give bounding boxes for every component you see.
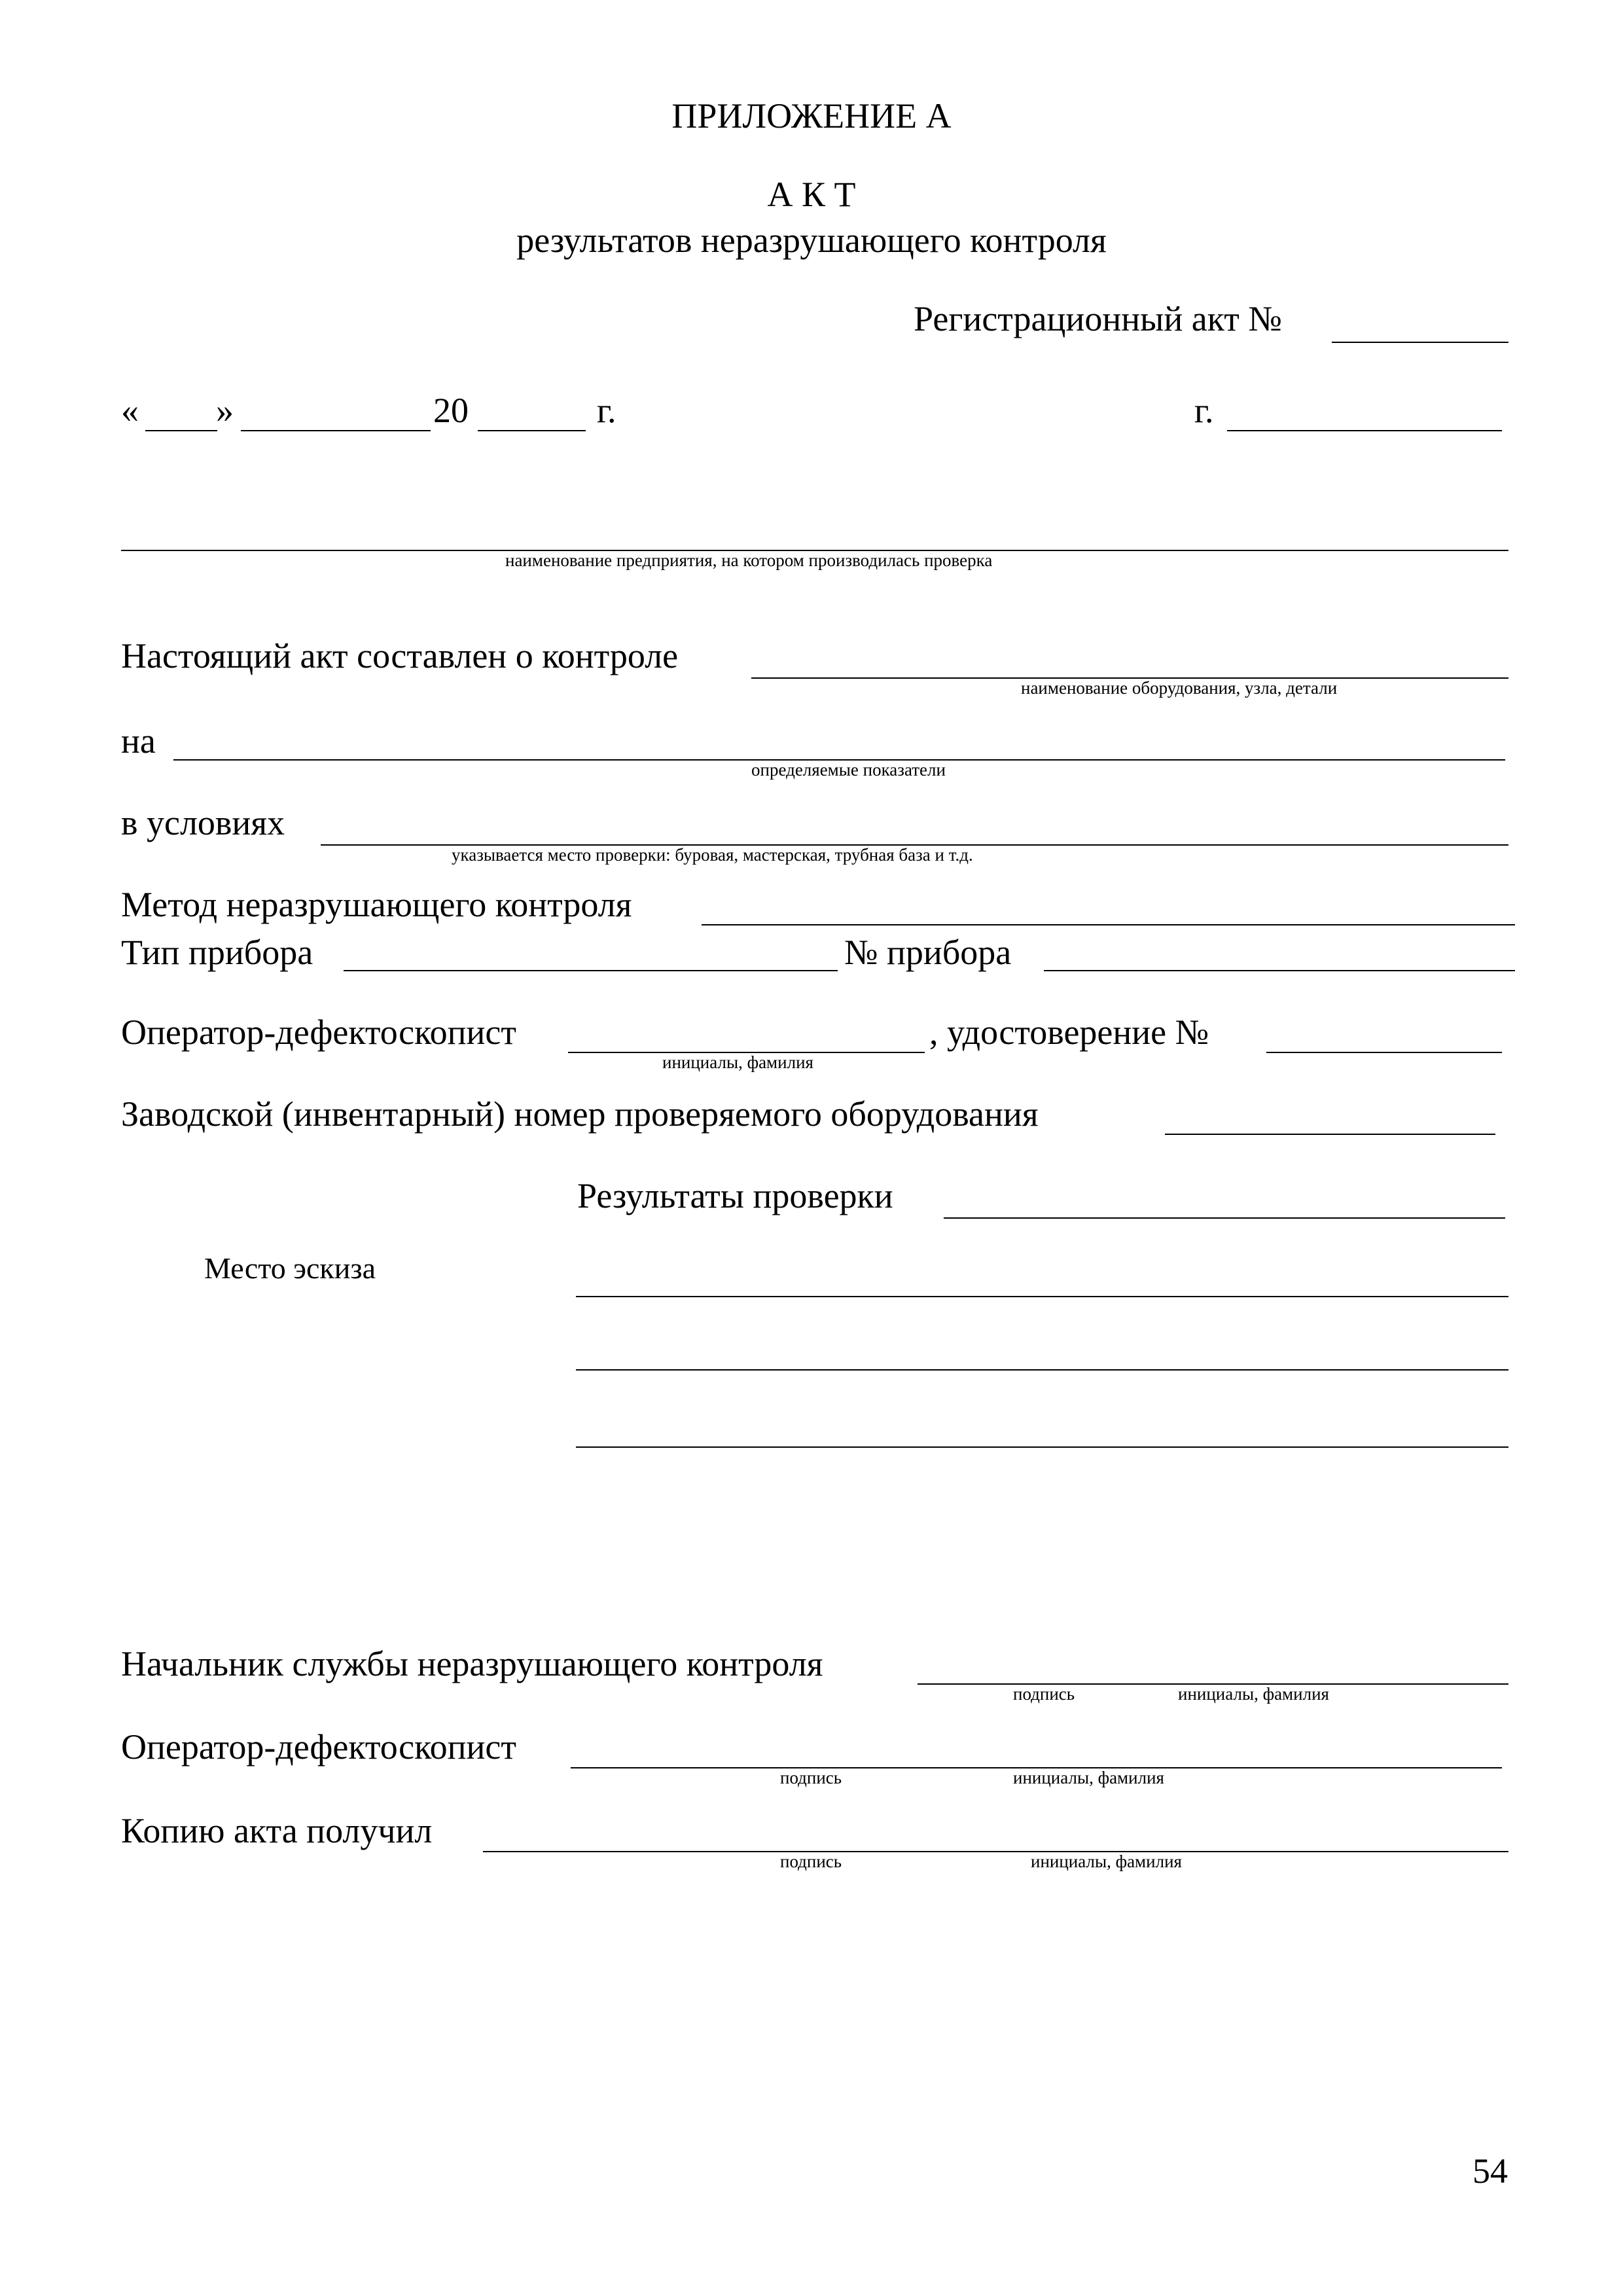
- operator-name-caption: инициалы, фамилия: [1013, 1768, 1164, 1787]
- device-number-field[interactable]: [1044, 970, 1515, 971]
- date-year-field[interactable]: [478, 430, 586, 431]
- serial-label: Заводской (инвентарный) номер проверяемого оборудования: [121, 1094, 1039, 1134]
- sketch-label: Место эскиза: [204, 1251, 376, 1285]
- conditions-caption: указывается место проверки: буровая, мастерская, трубная база и т.д.: [452, 845, 973, 865]
- chief-name-caption: инициалы, фамилия: [1178, 1684, 1329, 1704]
- results-label: Результаты проверки: [577, 1176, 893, 1215]
- copy-name-caption: инициалы, фамилия: [1031, 1852, 1182, 1871]
- date-day-field[interactable]: [145, 430, 217, 431]
- copy-signature-caption: подпись: [780, 1852, 842, 1871]
- city-prefix: г.: [1194, 391, 1214, 430]
- chief-signature-caption: подпись: [1013, 1684, 1075, 1704]
- method-label: Метод неразрушающего контроля: [121, 885, 632, 924]
- date-close-quote: »: [216, 391, 234, 430]
- date-month-field[interactable]: [241, 430, 431, 431]
- date-year-suffix: г.: [597, 391, 616, 430]
- registration-label: Регистрационный акт №: [914, 299, 1282, 338]
- copy-label: Копию акта получил: [121, 1811, 433, 1850]
- on-label: на: [121, 721, 156, 761]
- results-line-4[interactable]: [576, 1446, 1508, 1448]
- operator-label: Оператор-дефектоскопист: [121, 1013, 516, 1052]
- conditions-label: в условиях: [121, 803, 285, 842]
- results-line-1[interactable]: [944, 1217, 1505, 1219]
- device-type-field[interactable]: [344, 970, 838, 971]
- city-field[interactable]: [1227, 430, 1502, 431]
- serial-number-field[interactable]: [1165, 1134, 1495, 1135]
- appendix-heading: ПРИЛОЖЕНИЕ А: [671, 96, 952, 135]
- on-caption: определяемые показатели: [751, 760, 946, 780]
- enterprise-caption: наименование предприятия, на котором производилась проверка: [505, 550, 993, 570]
- act-title: А К Т: [767, 175, 856, 214]
- operator-caption: инициалы, фамилия: [662, 1052, 813, 1072]
- method-field[interactable]: [702, 924, 1515, 925]
- copy-signature-field[interactable]: [483, 1851, 1508, 1852]
- certificate-number-field[interactable]: [1266, 1052, 1502, 1053]
- date-open-quote: «: [121, 391, 139, 430]
- registration-number-field[interactable]: [1332, 342, 1508, 343]
- results-line-2[interactable]: [576, 1296, 1508, 1297]
- results-line-3[interactable]: [576, 1369, 1508, 1371]
- date-century: 20: [433, 391, 469, 430]
- control-label: Настоящий акт составлен о контроле: [121, 636, 679, 675]
- act-subtitle: результатов неразрушающего контроля: [516, 221, 1107, 260]
- certificate-label: , удостоверение №: [929, 1013, 1209, 1052]
- device-type-label: Тип прибора: [121, 933, 313, 972]
- chief-label: Начальник службы неразрушающего контроля: [121, 1644, 823, 1683]
- device-number-label: № прибора: [844, 933, 1012, 972]
- operator-signature-label: Оператор-дефектоскопист: [121, 1727, 516, 1767]
- page-number: 54: [1472, 2151, 1508, 2191]
- control-caption: наименование оборудования, узла, детали: [1021, 678, 1338, 698]
- operator-signature-caption: подпись: [780, 1768, 842, 1787]
